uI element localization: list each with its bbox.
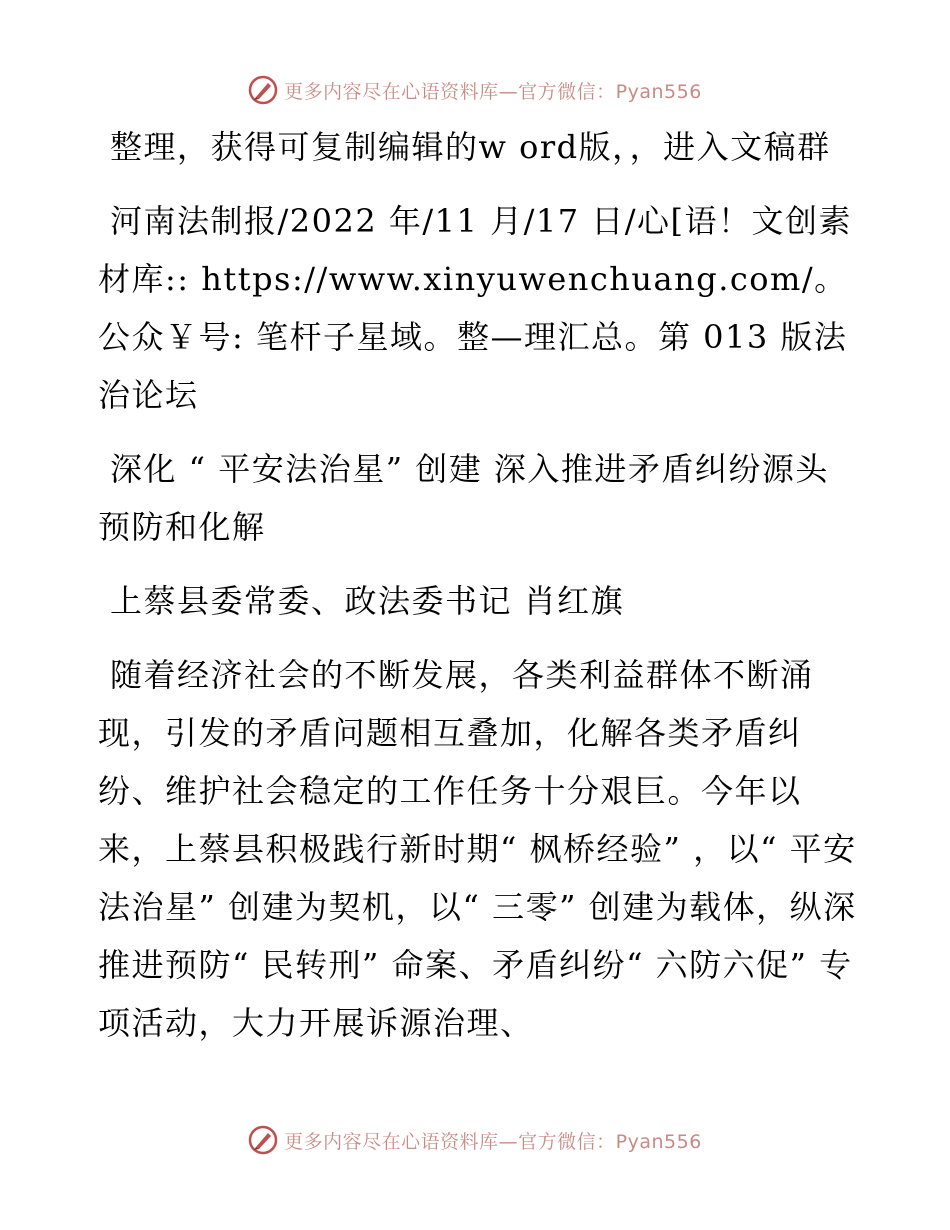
footer-watermark bbox=[0, 1120, 950, 1160]
pen-logo-icon bbox=[248, 75, 278, 105]
header-watermark bbox=[0, 70, 950, 110]
article-author: 上蔡县委常委、政法委书记 肖红旗 bbox=[110, 582, 625, 620]
paragraph-intro: 整理，获得可复制编辑的w ord版，，进入文稿群 bbox=[110, 128, 831, 166]
paragraph-source: 河南法制报/2022 年/11 月/17 日/心[语！文创素材库:: https://www.xinyuwenchuang.com/。公众￥号: 笔杆子星域。整—理汇总。第 013 版法治论坛 bbox=[98, 202, 853, 414]
article-title: 深化 “ 平安法治星” 创建 深入推进矛盾纠纷源头预防和化解 bbox=[98, 450, 829, 546]
watermark-text: 更多内容尽在心语资料库—官方微信：Pyan556 bbox=[284, 80, 702, 103]
article-body-paragraph: 随着经济社会的不断发展，各类利益群体不断涌现，引发的矛盾问题相互叠加，化解各类矛盾纠纷、维护社会稳定的工作任务十分艰巨。今年以来，上蔡县积极践行新时期“ 枫桥经验” ，以“ 平安法治星” 创建为契机，以“ 三零” 创建为载体，纵深推进预防“ 民转刑” 命案、矛盾纠纷“ 六防六促” 专项活动，大力开展诉源治理、 bbox=[98, 656, 857, 1042]
watermark-text: 更多内容尽在心语资料库—官方微信：Pyan556 bbox=[284, 1130, 702, 1153]
pen-logo-icon bbox=[248, 1125, 278, 1155]
document-body bbox=[98, 118, 858, 1068]
